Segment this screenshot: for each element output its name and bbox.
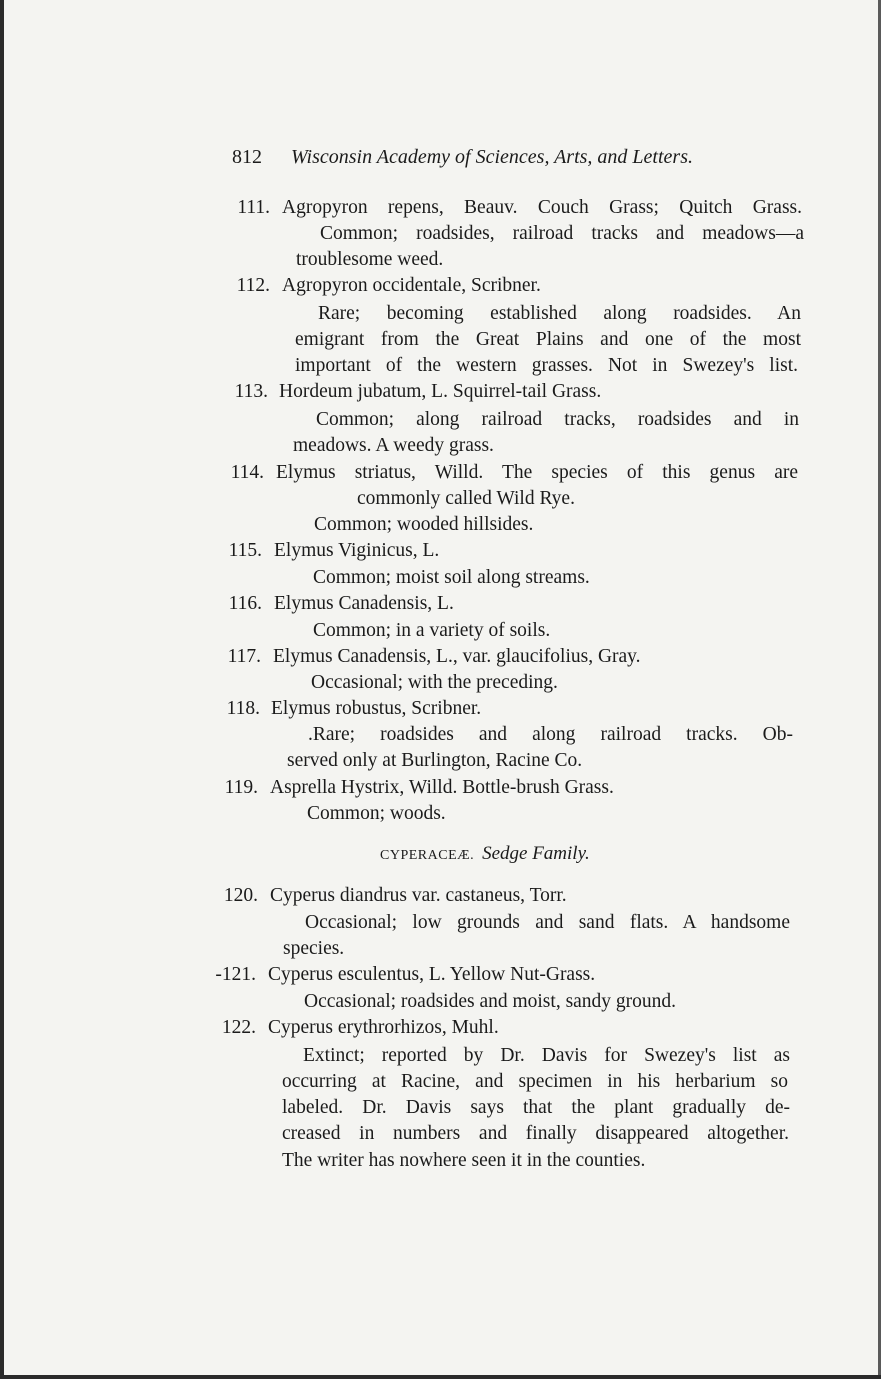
page-edge-bottom <box>0 1375 881 1379</box>
entry-name: Agropyron repens, Beauv. Couch Grass; Quitch Grass. <box>282 197 802 218</box>
entry-name: Cyperus esculentus, L. Yellow Nut-Grass. <box>268 964 596 985</box>
running-title: Wisconsin Academy of Sciences, Arts, and Letters. <box>291 146 693 168</box>
entry-name: Cyperus erythrorhizos, Muhl. <box>268 1017 499 1038</box>
entry-name: Agropyron occidentale, Scribner. <box>282 275 541 296</box>
entry-number: 112. <box>236 275 270 296</box>
entry-name: Hordeum jubatum, L. Squirrel-tail Grass. <box>279 381 602 402</box>
entry-number: 111. <box>237 197 270 218</box>
entry-note: meadows. A weedy grass. <box>293 435 494 456</box>
entry-note: Occasional; low grounds and sand flats. A handsome <box>305 912 790 933</box>
entry-number: 122. <box>221 1017 256 1038</box>
page-edge-left <box>0 0 4 1379</box>
entry-note: important of the western grasses. Not in Swezey's list. <box>295 355 798 376</box>
entry-name: Elymus robustus, Scribner. <box>271 698 482 719</box>
family-name: CYPERACEÆ. <box>380 848 475 863</box>
entry-number: 116. <box>228 593 262 614</box>
entry-note: occurring at Racine, and specimen in his herbarium so <box>282 1071 788 1092</box>
entry-note: commonly called Wild Rye. <box>357 488 575 509</box>
entry-note: species. <box>283 938 345 959</box>
entry-note: labeled. Dr. Davis says that the plant gradually de- <box>282 1097 790 1118</box>
entry-name: Elymus Canadensis, L., var. glaucifolius, Gray. <box>273 646 641 667</box>
entry-note: creased in numbers and finally disappeared altogether. <box>282 1123 789 1144</box>
entry-number: 120. <box>223 885 258 906</box>
page-number: 812 <box>232 146 262 168</box>
entry-name: Asprella Hystrix, Willd. Bottle-brush Grass. <box>270 777 614 798</box>
entry-number: 118. <box>226 698 260 719</box>
entry-name: Cyperus diandrus var. castaneus, Torr. <box>270 885 567 906</box>
entry-note: emigrant from the Great Plains and one of the most <box>295 329 801 350</box>
entry-number: 117. <box>227 646 261 667</box>
entry-note: Common; roadsides, railroad tracks and meadows—a <box>320 223 804 244</box>
entry-note: .Rare; roadsides and along railroad tracks. Ob- <box>308 724 793 745</box>
family-heading <box>380 841 590 869</box>
entry-name: Elymus Canadensis, L. <box>274 593 454 614</box>
entry-note: troublesome weed. <box>296 249 444 270</box>
entry-note: Common; in a variety of soils. <box>313 620 551 641</box>
entry-note: Rare; becoming established along roadsides. An <box>318 303 801 324</box>
entry-number: -121. <box>215 964 256 985</box>
family-common-name: Sedge Family. <box>482 843 590 864</box>
entry-number: 119. <box>224 777 258 798</box>
entry-note: Occasional; roadsides and moist, sandy ground. <box>304 991 677 1012</box>
entry-note: The writer has nowhere seen it in the counties. <box>282 1150 646 1171</box>
entry-name: Elymus Viginicus, L. <box>274 540 440 561</box>
entry-number: 113. <box>234 381 268 402</box>
entry-note: Common; woods. <box>307 803 446 824</box>
entry-note: Common; along railroad tracks, roadsides and in <box>316 409 799 430</box>
entry-note: Extinct; reported by Dr. Davis for Swezey's list as <box>303 1045 790 1066</box>
entry-note: Common; wooded hillsides. <box>314 514 534 535</box>
entry-note: Occasional; with the preceding. <box>311 672 558 693</box>
entry-number: 115. <box>228 540 262 561</box>
entry-note: served only at Burlington, Racine Co. <box>287 750 583 771</box>
entry-name: Elymus striatus, Willd. The species of this genus are <box>276 462 798 483</box>
entry-number: 114. <box>230 462 264 483</box>
entry-note: Common; moist soil along streams. <box>313 567 590 588</box>
